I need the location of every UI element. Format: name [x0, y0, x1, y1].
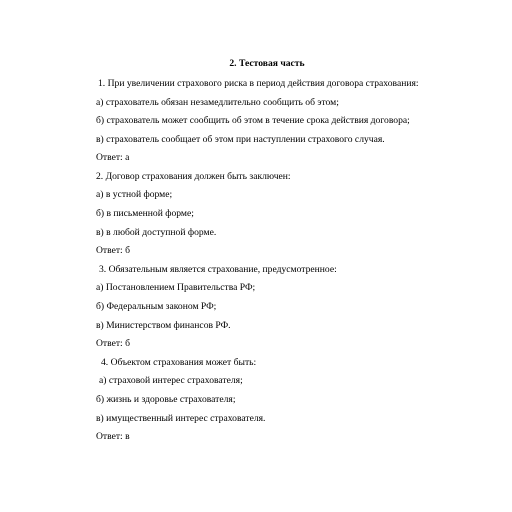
question-3-text: 3. Обязательным является страхование, предусмотренное: [99, 263, 337, 275]
question-2-answer: Ответ: б [96, 245, 130, 257]
question-1-option-c: в) страхователь сообщает об этом при наступлении страхового случая. [96, 133, 385, 145]
document-body [68, 55, 466, 447]
question-4-text: 4. Объектом страхования может быть: [101, 356, 257, 368]
question-1-option-a: а) страхователь обязан незамедлительно сообщить об этом; [96, 96, 339, 108]
question-4-option-a: а) страховой интерес страхователя; [99, 375, 243, 387]
question-2-text: 2. Договор страхования должен быть заключен: [96, 170, 291, 182]
question-4-option-c: в) имущественный интерес страхователя. [96, 412, 266, 424]
question-1-option-b: б) страхователь может сообщить об этом в течение срока действия договора; [96, 115, 410, 127]
question-2-option-b: б) в письменной форме; [96, 208, 194, 220]
question-4-answer: Ответ: в [96, 431, 130, 443]
question-3-answer: Ответ: б [96, 338, 130, 350]
question-2-option-c: в) в любой доступной форме. [96, 226, 217, 238]
question-4-option-b: б) жизнь и здоровье страхователя; [96, 394, 236, 405]
question-3-option-c: в) Министерством финансов РФ. [96, 319, 231, 331]
question-3-option-b: б) Федеральным законом РФ; [96, 301, 217, 313]
section-title: 2. Тестовая часть [229, 58, 305, 69]
question-1-text: 1. При увеличении страхового риска в период действия договора страхования: [98, 78, 419, 89]
question-2-option-a: а) в устной форме; [96, 189, 173, 201]
question-1-answer: Ответ: а [96, 152, 130, 164]
question-3-option-a: а) Постановлением Правительства РФ; [96, 282, 256, 294]
